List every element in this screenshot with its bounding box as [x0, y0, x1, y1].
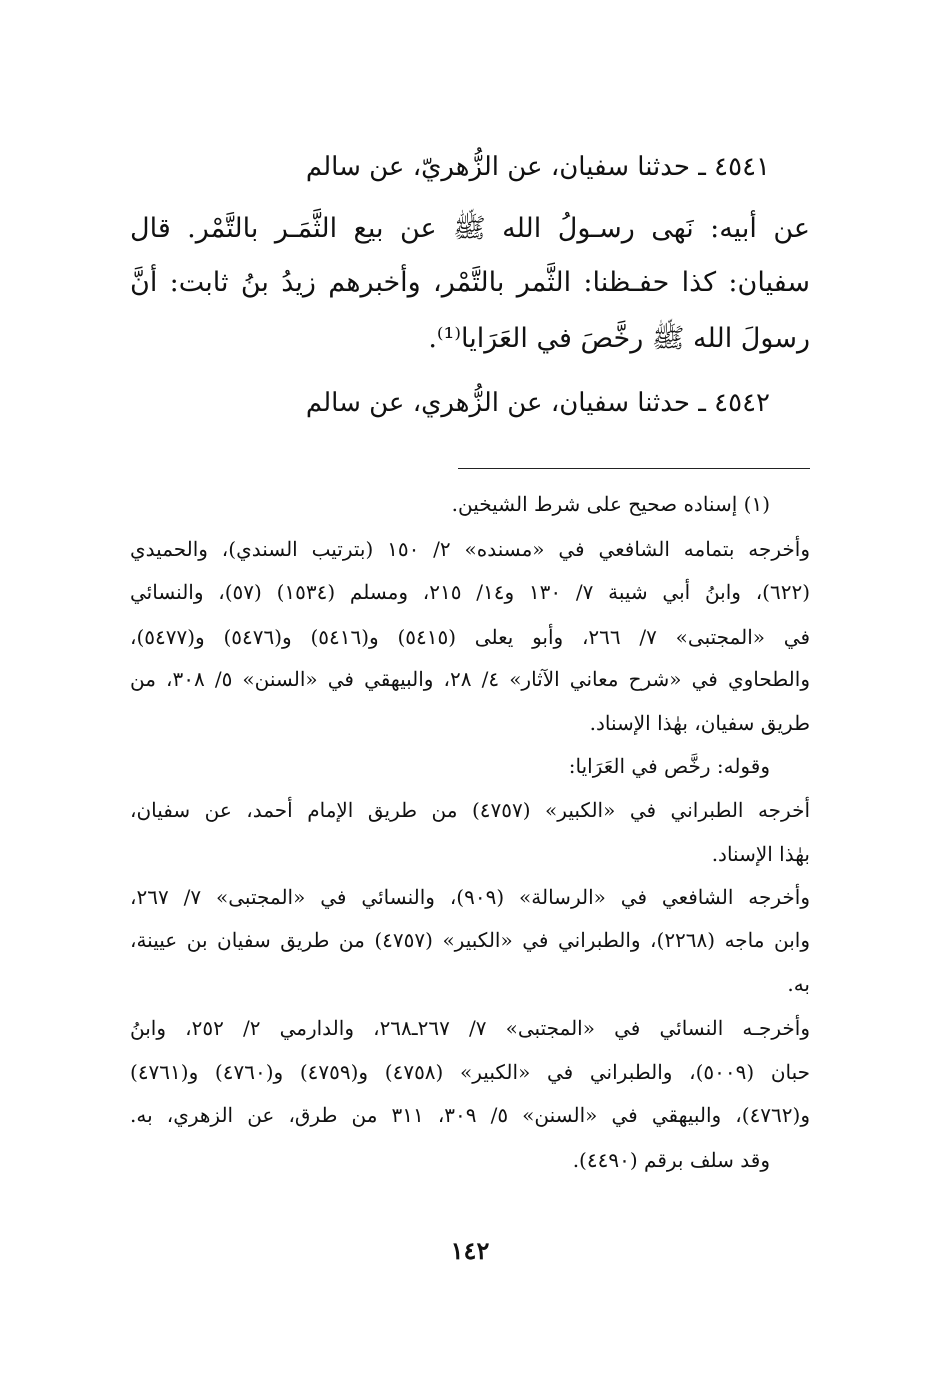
hadith-4542-heading: ٤٥٤٢ ـ حدثنا سفيان، عن الزُّهري، عن سالم: [305, 388, 770, 418]
footnote-line: أخرجه الطبراني في «الكبير» (٤٧٥٧) من طريق الإمام أحمد، عن سفيان،: [130, 798, 811, 822]
footnote-line: والطحاوي في «شرح معاني الآثار» ٤/ ٢٨، والبيهقي في «السنن» ٥/ ٣٠٨، من: [130, 667, 810, 691]
page-number: ١٤٢: [450, 1236, 490, 1265]
footnote-line: (١) إسناده صحيح على شرط الشيخين.: [451, 492, 770, 516]
footnote-line: به.: [787, 972, 810, 996]
hadith-4541-heading: ٤٥٤١ ـ حدثنا سفيان، عن الزُّهريّ، عن سالم: [305, 152, 770, 182]
footnote-line: طريق سفيان، بهٰذا الإسناد.: [589, 711, 810, 735]
footnote-line: وقد سلف برقم (٤٤٩٠).: [572, 1148, 770, 1172]
footnote-line: وأخرجـه النسائي في «المجتبى» ٧/ ٢٦٧ـ٢٦٨، والدارمي ٢/ ٢٥٢، وابنُ: [130, 1016, 810, 1040]
footnote-line: و(٤٧٦٢)، والبيهقي في «السنن» ٥/ ٣٠٩، ٣١١ من طرق، عن الزهري، به.: [130, 1103, 810, 1127]
hadith-text-line: رسولَ الله ﷺ رخَّصَ في العَرَايا⁽¹⁾.: [428, 323, 810, 354]
footnote-line: حبان (٥٠٠٩)، والطبراني في «الكبير» (٤٧٥٨) و(٤٧٥٩) و(٤٧٦٠) و(٤٧٦١): [130, 1060, 811, 1084]
footnote-line: بهٰذا الإسناد.: [711, 842, 810, 866]
footnote-line: في «المجتبى» ٧/ ٢٦٦، وأبو يعلى (٥٤١٥) و(٥٤١٦) و(٥٤٧٦) و(٥٤٧٧)،: [130, 625, 810, 649]
footnote-line: وقوله: رخَّص في العَرَايا:: [568, 754, 770, 778]
footnote-line: وأخرجه بتمامه الشافعي في «مسنده» ٢/ ١٥٠ (بترتيب السندي)، والحميدي: [130, 537, 810, 561]
footnote-separator: [458, 468, 810, 469]
footnote-line: وابن ماجه (٢٢٦٨)، والطبراني في «الكبير» (٤٧٥٧) من طريق سفيان بن عيينة،: [130, 928, 810, 952]
hadith-text-line: سفيان: كذا حفـظنا: الثَّمر بالتَّمْر، وأخبرهم زيدُ بنُ ثابت: أنَّ: [130, 267, 810, 298]
hadith-text-line: عن أبيه: نَهى رسـولُ الله ﷺ عن بيع الثَّمَـر بالتَّمْر. قال: [130, 213, 810, 244]
footnote-line: (٦٢٢)، وابنُ أبي شيبة ٧/ ١٣٠ و١٤/ ٢١٥، ومسلم (١٥٣٤) (٥٧)، والنسائي: [130, 580, 811, 604]
footnote-line: وأخرجه الشافعي في «الرسالة» (٩٠٩)، والنسائي في «المجتبى» ٧/ ٢٦٧،: [130, 885, 810, 909]
